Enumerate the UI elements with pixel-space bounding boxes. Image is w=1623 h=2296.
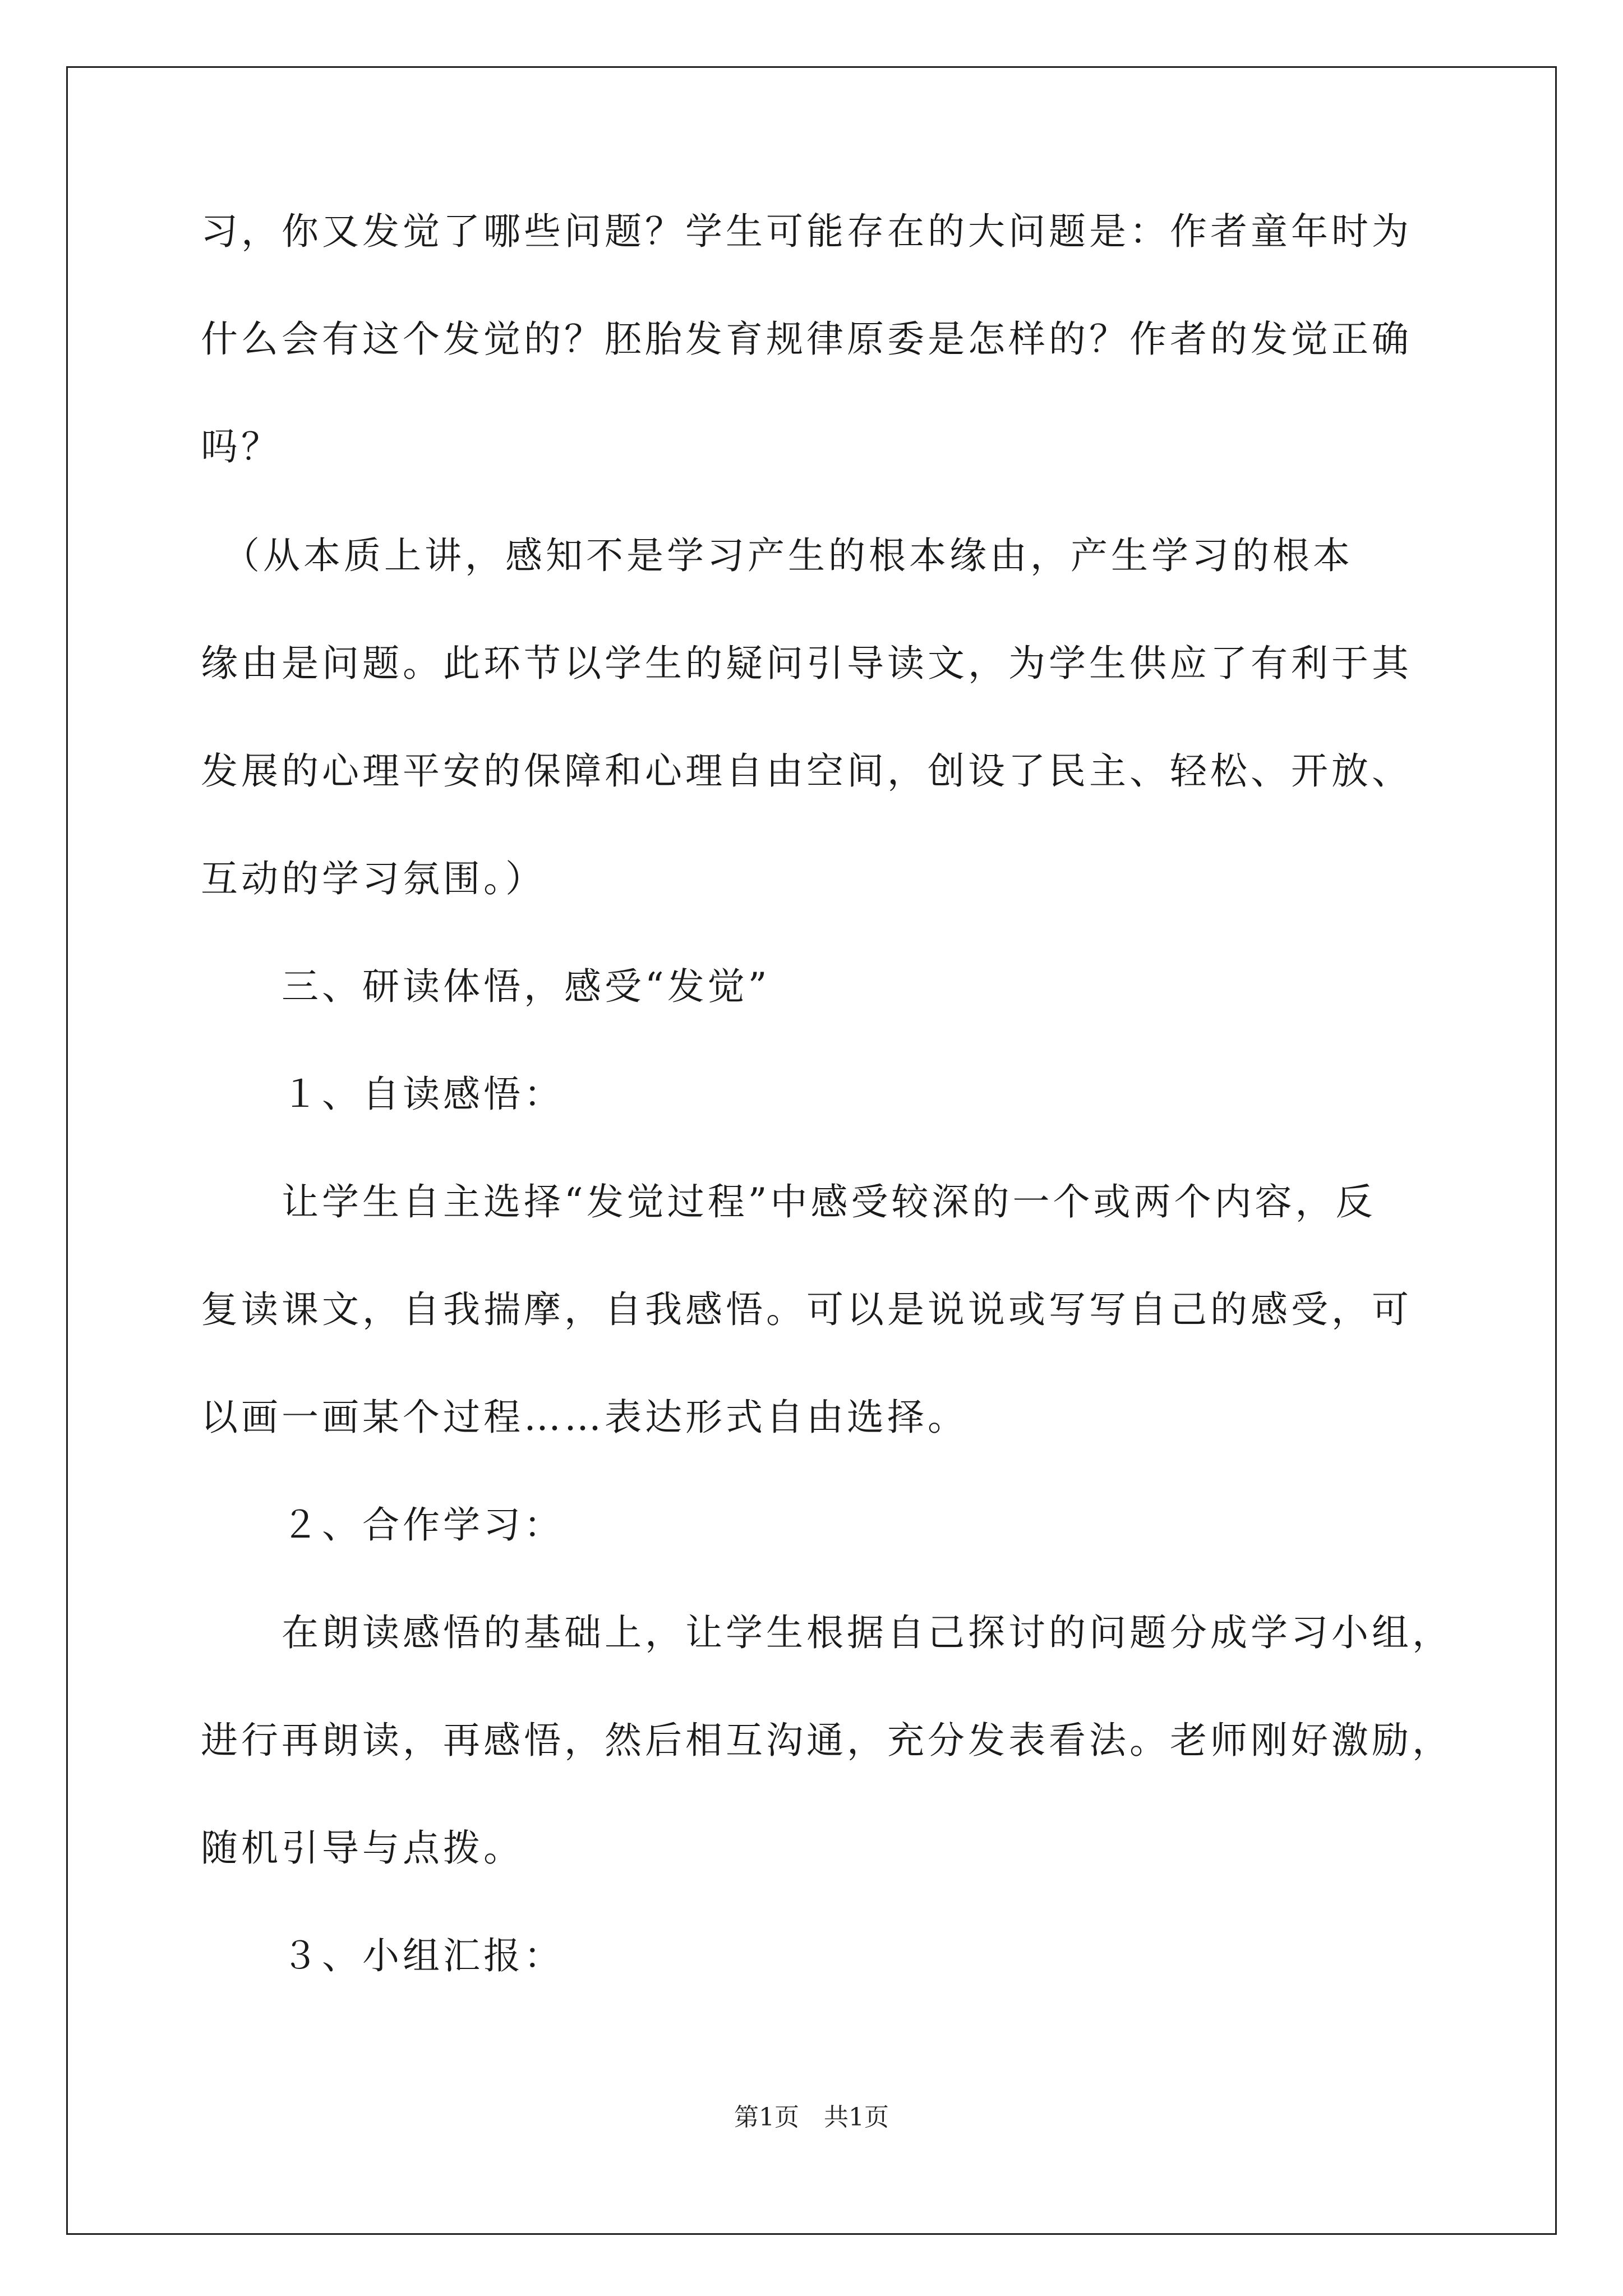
paragraph-line: 互动的学习氛围。） xyxy=(201,857,546,900)
subsection-heading: １、自读感悟： xyxy=(201,1073,564,1116)
paragraph-line: （从本质上讲，感知不是学习产生的根本缘由，产生学习的根本 xyxy=(201,534,1353,577)
page-footer: 第1页 共1页 xyxy=(734,2103,889,2132)
paragraph-line: 缘由是问题。此环节以学生的疑问引导读文，为学生供应了有利于其 xyxy=(201,642,1412,685)
paragraph-line: 在朗读感悟的基础上，让学生根据自己探讨的问题分成学习小组， xyxy=(201,1611,1453,1654)
paragraph-line: 吗？ xyxy=(201,425,282,468)
subsection-heading: ２、合作学习： xyxy=(201,1503,564,1547)
paragraph-line: 让学生自主选择“发觉过程”中感受较深的一个或两个内容，反 xyxy=(201,1180,1376,1223)
paragraph-line: 以画一画某个过程……表达形式自由选择。 xyxy=(201,1396,968,1439)
subsection-heading: ３、小组汇报： xyxy=(201,1934,564,1977)
paragraph-line: 习，你又发觉了哪些问题？学生可能存在的大问题是：作者童年时为 xyxy=(201,210,1412,253)
paragraph-line: 随机引导与点拨。 xyxy=(201,1826,524,1870)
paragraph-line: 发展的心理平安的保障和心理自由空间，创设了民主、轻松、开放、 xyxy=(201,749,1412,793)
paragraph-line: 复读课文，自我揣摩，自我感悟。可以是说说或写写自己的感受，可 xyxy=(201,1288,1412,1331)
section-heading: 三、研读体悟，感受“发觉” xyxy=(201,965,771,1008)
paragraph-line: 进行再朗读，再感悟，然后相互沟通，充分发表看法。老师刚好激励， xyxy=(201,1719,1453,1762)
page-border xyxy=(66,66,1557,2235)
paragraph-line: 什么会有这个发觉的？胚胎发育规律原委是怎样的？作者的发觉正确 xyxy=(201,318,1412,361)
